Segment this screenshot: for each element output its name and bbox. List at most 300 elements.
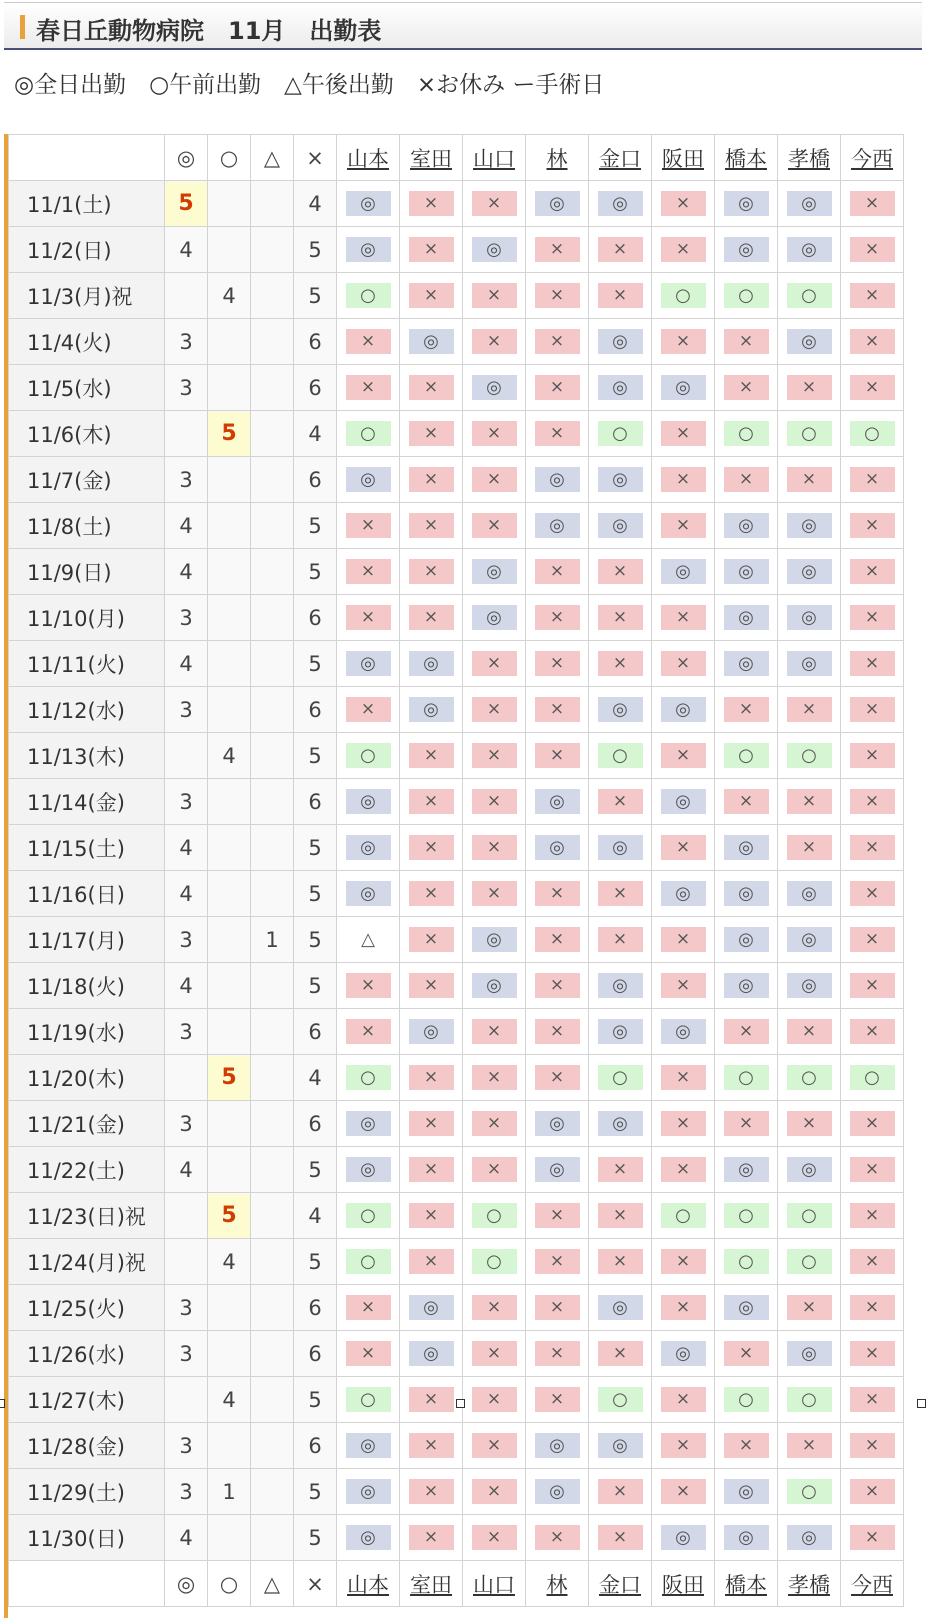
staff-status-cell[interactable] (463, 1193, 526, 1239)
staff-column-header[interactable]: 今西 (841, 1561, 904, 1607)
staff-status-cell[interactable] (463, 1423, 526, 1469)
staff-status-cell[interactable] (400, 963, 463, 1009)
staff-status-cell[interactable] (589, 733, 652, 779)
staff-status-cell[interactable] (463, 1515, 526, 1561)
staff-status-cell[interactable] (778, 871, 841, 917)
staff-status-cell[interactable] (778, 227, 841, 273)
staff-status-cell[interactable] (400, 917, 463, 963)
selection-handle-left[interactable] (0, 1399, 5, 1408)
staff-status-cell[interactable] (589, 1009, 652, 1055)
staff-status-cell[interactable] (400, 733, 463, 779)
staff-status-cell[interactable] (715, 687, 778, 733)
staff-status-cell[interactable] (526, 181, 589, 227)
staff-status-cell[interactable] (778, 1147, 841, 1193)
staff-status-cell[interactable] (526, 917, 589, 963)
staff-status-cell[interactable] (652, 1423, 715, 1469)
staff-column-header[interactable]: 今西 (841, 135, 904, 181)
staff-status-cell[interactable] (715, 457, 778, 503)
staff-status-cell[interactable] (841, 1515, 904, 1561)
staff-status-cell[interactable] (652, 779, 715, 825)
staff-column-header[interactable]: 金口 (589, 1561, 652, 1607)
staff-status-cell[interactable] (715, 641, 778, 687)
staff-status-cell[interactable] (841, 1147, 904, 1193)
staff-status-cell[interactable] (715, 549, 778, 595)
staff-status-cell[interactable] (526, 1515, 589, 1561)
staff-status-cell[interactable] (463, 227, 526, 273)
staff-status-cell[interactable] (778, 779, 841, 825)
staff-column-header[interactable]: 山本 (337, 135, 400, 181)
staff-status-cell[interactable] (841, 1055, 904, 1101)
staff-status-cell[interactable] (778, 503, 841, 549)
staff-status-cell[interactable] (652, 963, 715, 1009)
staff-status-cell[interactable] (715, 273, 778, 319)
staff-status-cell[interactable] (841, 1423, 904, 1469)
staff-status-cell[interactable] (715, 227, 778, 273)
count-cell (208, 1285, 251, 1331)
staff-status-cell[interactable] (589, 1239, 652, 1285)
staff-status-cell[interactable] (337, 1423, 400, 1469)
staff-status-cell[interactable] (841, 1377, 904, 1423)
staff-status-cell[interactable] (337, 503, 400, 549)
staff-status-cell[interactable] (526, 733, 589, 779)
staff-status-cell[interactable] (337, 411, 400, 457)
staff-status-cell[interactable] (652, 1285, 715, 1331)
staff-status-cell[interactable] (841, 595, 904, 641)
staff-status-cell[interactable] (400, 595, 463, 641)
staff-status-cell[interactable] (526, 1285, 589, 1331)
staff-status-cell[interactable] (778, 1377, 841, 1423)
staff-status-cell[interactable] (841, 779, 904, 825)
staff-status-cell[interactable] (526, 457, 589, 503)
staff-status-cell[interactable] (526, 1423, 589, 1469)
staff-status-cell[interactable] (841, 687, 904, 733)
staff-status-cell[interactable] (589, 181, 652, 227)
staff-status-cell[interactable] (778, 687, 841, 733)
staff-status-cell[interactable] (715, 917, 778, 963)
staff-status-cell[interactable] (652, 1055, 715, 1101)
staff-column-header[interactable]: 林 (526, 1561, 589, 1607)
status-badge: ○ (598, 743, 643, 768)
staff-status-cell[interactable] (841, 733, 904, 779)
staff-status-cell[interactable] (463, 595, 526, 641)
staff-status-cell[interactable] (463, 549, 526, 595)
staff-status-cell[interactable] (778, 1423, 841, 1469)
staff-status-cell[interactable] (337, 319, 400, 365)
staff-status-cell[interactable] (337, 1239, 400, 1285)
staff-status-cell[interactable] (463, 1147, 526, 1193)
staff-status-cell[interactable] (463, 641, 526, 687)
staff-status-cell[interactable] (778, 641, 841, 687)
staff-status-cell[interactable] (715, 825, 778, 871)
staff-status-cell[interactable] (652, 365, 715, 411)
staff-status-cell[interactable] (337, 825, 400, 871)
staff-status-cell[interactable] (652, 595, 715, 641)
staff-status-cell[interactable] (589, 1147, 652, 1193)
staff-status-cell[interactable] (841, 503, 904, 549)
staff-status-cell[interactable] (526, 595, 589, 641)
staff-status-cell[interactable] (400, 503, 463, 549)
staff-status-cell[interactable] (337, 1377, 400, 1423)
staff-status-cell[interactable] (337, 549, 400, 595)
staff-status-cell[interactable] (337, 273, 400, 319)
staff-status-cell[interactable] (778, 365, 841, 411)
staff-status-cell[interactable] (463, 365, 526, 411)
staff-status-cell[interactable] (589, 687, 652, 733)
staff-status-cell[interactable] (715, 1515, 778, 1561)
staff-column-header[interactable]: 山口 (463, 135, 526, 181)
staff-status-cell[interactable] (778, 273, 841, 319)
count-cell: 5 (294, 549, 337, 595)
staff-status-cell[interactable] (652, 1147, 715, 1193)
staff-status-cell[interactable] (652, 917, 715, 963)
staff-status-cell[interactable] (337, 641, 400, 687)
staff-status-cell[interactable] (526, 871, 589, 917)
staff-status-cell[interactable] (778, 825, 841, 871)
staff-status-cell[interactable] (526, 1009, 589, 1055)
staff-status-cell[interactable] (652, 687, 715, 733)
staff-status-cell[interactable] (463, 1469, 526, 1515)
staff-column-header[interactable]: 室田 (400, 135, 463, 181)
staff-status-cell[interactable] (526, 411, 589, 457)
staff-status-cell[interactable] (463, 963, 526, 1009)
staff-status-cell[interactable] (715, 365, 778, 411)
staff-status-cell[interactable] (526, 1377, 589, 1423)
staff-status-cell[interactable] (400, 1423, 463, 1469)
staff-column-header[interactable]: 山本 (337, 1561, 400, 1607)
staff-column-header[interactable]: 橋本 (715, 1561, 778, 1607)
staff-status-cell[interactable] (589, 457, 652, 503)
staff-status-cell[interactable] (841, 963, 904, 1009)
staff-status-cell[interactable] (778, 319, 841, 365)
staff-status-cell[interactable] (715, 963, 778, 1009)
staff-status-cell[interactable] (463, 411, 526, 457)
staff-status-cell[interactable] (463, 503, 526, 549)
staff-status-cell[interactable] (841, 1193, 904, 1239)
staff-status-cell[interactable] (652, 411, 715, 457)
staff-status-cell[interactable] (337, 1147, 400, 1193)
staff-status-cell[interactable] (778, 411, 841, 457)
staff-status-cell[interactable] (841, 227, 904, 273)
staff-status-cell[interactable] (400, 1147, 463, 1193)
staff-status-cell[interactable] (589, 365, 652, 411)
staff-column-header[interactable]: 孝橋 (778, 1561, 841, 1607)
staff-status-cell[interactable] (652, 733, 715, 779)
staff-status-cell[interactable] (778, 1515, 841, 1561)
staff-status-cell[interactable] (400, 779, 463, 825)
staff-status-cell[interactable] (526, 1239, 589, 1285)
staff-status-cell[interactable] (715, 1147, 778, 1193)
selection-handle-center[interactable] (456, 1399, 465, 1408)
staff-status-cell[interactable] (526, 503, 589, 549)
staff-status-cell[interactable] (337, 1469, 400, 1515)
count-column-header: × (294, 135, 337, 181)
staff-status-cell[interactable] (589, 1423, 652, 1469)
staff-status-cell[interactable] (337, 457, 400, 503)
staff-status-cell[interactable] (526, 365, 589, 411)
staff-status-cell[interactable] (526, 227, 589, 273)
staff-status-cell[interactable] (715, 503, 778, 549)
staff-status-cell[interactable] (463, 1055, 526, 1101)
staff-status-cell[interactable] (526, 1331, 589, 1377)
staff-status-cell[interactable] (337, 1515, 400, 1561)
staff-status-cell[interactable] (526, 319, 589, 365)
staff-column-header[interactable]: 室田 (400, 1561, 463, 1607)
staff-status-cell[interactable] (400, 1285, 463, 1331)
staff-status-cell[interactable] (526, 1055, 589, 1101)
staff-status-cell[interactable] (337, 1055, 400, 1101)
staff-status-cell[interactable] (589, 227, 652, 273)
staff-status-cell[interactable] (778, 1009, 841, 1055)
staff-status-cell[interactable] (841, 871, 904, 917)
staff-status-cell[interactable] (589, 273, 652, 319)
staff-status-cell[interactable] (337, 365, 400, 411)
staff-status-cell[interactable] (652, 549, 715, 595)
staff-status-cell[interactable] (526, 273, 589, 319)
staff-status-cell[interactable] (652, 1515, 715, 1561)
staff-status-cell[interactable] (589, 779, 652, 825)
staff-status-cell[interactable] (778, 1285, 841, 1331)
staff-status-cell[interactable] (715, 1423, 778, 1469)
staff-status-cell[interactable] (715, 1009, 778, 1055)
staff-status-cell[interactable] (526, 1101, 589, 1147)
staff-status-cell[interactable] (526, 779, 589, 825)
staff-status-cell[interactable] (652, 273, 715, 319)
staff-status-cell[interactable] (337, 733, 400, 779)
staff-status-cell[interactable] (715, 411, 778, 457)
staff-status-cell[interactable] (652, 641, 715, 687)
staff-status-cell[interactable] (652, 871, 715, 917)
staff-status-cell[interactable] (652, 457, 715, 503)
staff-status-cell[interactable] (841, 273, 904, 319)
staff-status-cell[interactable] (400, 319, 463, 365)
staff-status-cell[interactable] (400, 1009, 463, 1055)
staff-status-cell[interactable] (337, 779, 400, 825)
staff-status-cell[interactable] (589, 641, 652, 687)
staff-status-cell[interactable] (526, 687, 589, 733)
staff-status-cell[interactable] (400, 273, 463, 319)
staff-status-cell[interactable] (337, 1009, 400, 1055)
staff-status-cell[interactable] (463, 825, 526, 871)
staff-status-cell[interactable] (778, 1331, 841, 1377)
staff-status-cell[interactable] (652, 503, 715, 549)
staff-status-cell[interactable] (715, 319, 778, 365)
staff-status-cell[interactable] (841, 549, 904, 595)
staff-status-cell[interactable] (715, 733, 778, 779)
staff-status-cell[interactable] (526, 1147, 589, 1193)
staff-status-cell[interactable] (652, 227, 715, 273)
staff-status-cell[interactable] (589, 825, 652, 871)
staff-status-cell[interactable] (778, 963, 841, 1009)
staff-status-cell[interactable] (400, 1377, 463, 1423)
staff-status-cell[interactable] (400, 687, 463, 733)
staff-status-cell[interactable] (463, 181, 526, 227)
staff-status-cell[interactable] (652, 181, 715, 227)
staff-status-cell[interactable] (463, 687, 526, 733)
staff-status-cell[interactable] (337, 1193, 400, 1239)
staff-column-header[interactable]: 阪田 (652, 1561, 715, 1607)
staff-status-cell[interactable] (589, 1469, 652, 1515)
staff-status-cell[interactable] (589, 411, 652, 457)
staff-status-cell[interactable] (400, 1193, 463, 1239)
staff-status-cell[interactable] (841, 1009, 904, 1055)
staff-status-cell[interactable] (841, 1469, 904, 1515)
staff-status-cell[interactable] (652, 1193, 715, 1239)
staff-column-header[interactable]: 山口 (463, 1561, 526, 1607)
staff-status-cell[interactable] (652, 1469, 715, 1515)
staff-status-cell[interactable] (463, 733, 526, 779)
staff-status-cell[interactable] (778, 1055, 841, 1101)
staff-status-cell[interactable] (589, 1331, 652, 1377)
staff-status-cell[interactable] (841, 641, 904, 687)
staff-status-cell[interactable] (463, 273, 526, 319)
staff-status-cell[interactable] (400, 871, 463, 917)
staff-status-cell[interactable] (841, 1239, 904, 1285)
staff-status-cell[interactable] (400, 411, 463, 457)
staff-status-cell[interactable] (337, 1331, 400, 1377)
staff-status-cell[interactable] (589, 1377, 652, 1423)
staff-status-cell[interactable] (463, 1377, 526, 1423)
selection-handle-right[interactable] (917, 1399, 926, 1408)
staff-status-cell[interactable] (337, 227, 400, 273)
staff-status-cell[interactable] (400, 641, 463, 687)
staff-status-cell[interactable] (652, 1239, 715, 1285)
staff-status-cell[interactable] (400, 1055, 463, 1101)
staff-status-cell[interactable] (526, 825, 589, 871)
staff-status-cell[interactable] (841, 457, 904, 503)
staff-status-cell[interactable] (778, 595, 841, 641)
staff-status-cell[interactable] (778, 457, 841, 503)
count-cell (165, 1239, 208, 1285)
date-cell: 11/6(木) (9, 411, 165, 457)
staff-status-cell[interactable] (463, 871, 526, 917)
staff-status-cell[interactable] (526, 549, 589, 595)
staff-status-cell[interactable] (400, 1101, 463, 1147)
staff-status-cell[interactable] (589, 1101, 652, 1147)
staff-status-cell[interactable] (652, 319, 715, 365)
staff-status-cell[interactable] (337, 595, 400, 641)
staff-status-cell[interactable] (715, 1377, 778, 1423)
staff-status-cell[interactable] (841, 1285, 904, 1331)
staff-status-cell[interactable] (400, 457, 463, 503)
staff-status-cell[interactable] (715, 595, 778, 641)
staff-status-cell[interactable] (589, 549, 652, 595)
staff-status-cell[interactable] (652, 825, 715, 871)
staff-status-cell[interactable] (589, 1515, 652, 1561)
staff-status-cell[interactable] (589, 503, 652, 549)
staff-status-cell[interactable] (463, 1331, 526, 1377)
staff-status-cell[interactable] (337, 687, 400, 733)
staff-status-cell[interactable] (715, 871, 778, 917)
staff-column-header[interactable]: 阪田 (652, 135, 715, 181)
staff-column-header[interactable]: 孝橋 (778, 135, 841, 181)
staff-status-cell[interactable] (778, 1101, 841, 1147)
staff-status-cell[interactable] (715, 1469, 778, 1515)
staff-column-header[interactable]: 金口 (589, 135, 652, 181)
staff-status-cell[interactable] (463, 779, 526, 825)
staff-status-cell[interactable] (400, 365, 463, 411)
staff-status-cell[interactable] (778, 733, 841, 779)
staff-status-cell[interactable] (400, 1469, 463, 1515)
staff-status-cell[interactable] (526, 963, 589, 1009)
staff-status-cell[interactable] (526, 1193, 589, 1239)
staff-status-cell[interactable] (589, 871, 652, 917)
staff-status-cell[interactable] (715, 779, 778, 825)
staff-status-cell[interactable] (463, 1239, 526, 1285)
staff-status-cell[interactable] (589, 595, 652, 641)
staff-status-cell[interactable] (778, 549, 841, 595)
staff-status-cell[interactable] (841, 365, 904, 411)
staff-status-cell[interactable] (589, 1193, 652, 1239)
staff-status-cell[interactable] (337, 1285, 400, 1331)
staff-status-cell[interactable] (841, 1101, 904, 1147)
staff-status-cell[interactable] (715, 1239, 778, 1285)
staff-status-cell[interactable] (526, 1469, 589, 1515)
staff-status-cell[interactable] (715, 1055, 778, 1101)
staff-status-cell[interactable] (400, 549, 463, 595)
staff-status-cell[interactable] (463, 1101, 526, 1147)
staff-status-cell[interactable] (337, 963, 400, 1009)
status-badge: ○ (787, 283, 832, 308)
staff-status-cell[interactable] (652, 1377, 715, 1423)
staff-status-cell[interactable] (337, 181, 400, 227)
staff-status-cell[interactable] (715, 1331, 778, 1377)
staff-status-cell[interactable] (400, 1331, 463, 1377)
staff-status-cell[interactable] (652, 1009, 715, 1055)
staff-status-cell[interactable] (589, 1285, 652, 1331)
staff-status-cell[interactable] (778, 1469, 841, 1515)
staff-status-cell[interactable] (589, 1055, 652, 1101)
staff-status-cell[interactable] (589, 963, 652, 1009)
staff-status-cell[interactable] (841, 1331, 904, 1377)
staff-status-cell[interactable] (526, 641, 589, 687)
staff-status-cell[interactable] (652, 1331, 715, 1377)
staff-status-cell[interactable] (337, 1101, 400, 1147)
staff-status-cell[interactable] (841, 411, 904, 457)
staff-status-cell[interactable] (715, 1101, 778, 1147)
staff-status-cell[interactable] (463, 1285, 526, 1331)
staff-status-cell[interactable] (463, 457, 526, 503)
staff-column-header[interactable]: 林 (526, 135, 589, 181)
staff-status-cell[interactable] (463, 319, 526, 365)
staff-status-cell[interactable] (463, 1009, 526, 1055)
staff-status-cell[interactable] (841, 917, 904, 963)
staff-status-cell[interactable] (400, 227, 463, 273)
status-badge: ○ (472, 1249, 517, 1274)
staff-status-cell[interactable] (337, 917, 400, 963)
staff-status-cell[interactable] (841, 319, 904, 365)
staff-status-cell[interactable] (778, 1193, 841, 1239)
staff-status-cell[interactable] (337, 871, 400, 917)
staff-status-cell[interactable] (400, 1239, 463, 1285)
staff-status-cell[interactable] (400, 1515, 463, 1561)
staff-status-cell[interactable] (715, 1193, 778, 1239)
staff-status-cell[interactable] (463, 917, 526, 963)
staff-status-cell[interactable] (841, 181, 904, 227)
staff-status-cell[interactable] (715, 181, 778, 227)
staff-status-cell[interactable] (400, 181, 463, 227)
staff-status-cell[interactable] (778, 917, 841, 963)
staff-status-cell[interactable] (589, 319, 652, 365)
staff-status-cell[interactable] (652, 1101, 715, 1147)
staff-status-cell[interactable] (841, 825, 904, 871)
staff-status-cell[interactable] (778, 181, 841, 227)
staff-status-cell[interactable] (715, 1285, 778, 1331)
staff-status-cell[interactable] (400, 825, 463, 871)
status-badge: × (787, 467, 832, 492)
staff-column-header[interactable]: 橋本 (715, 135, 778, 181)
staff-status-cell[interactable] (778, 1239, 841, 1285)
staff-status-cell[interactable] (589, 917, 652, 963)
